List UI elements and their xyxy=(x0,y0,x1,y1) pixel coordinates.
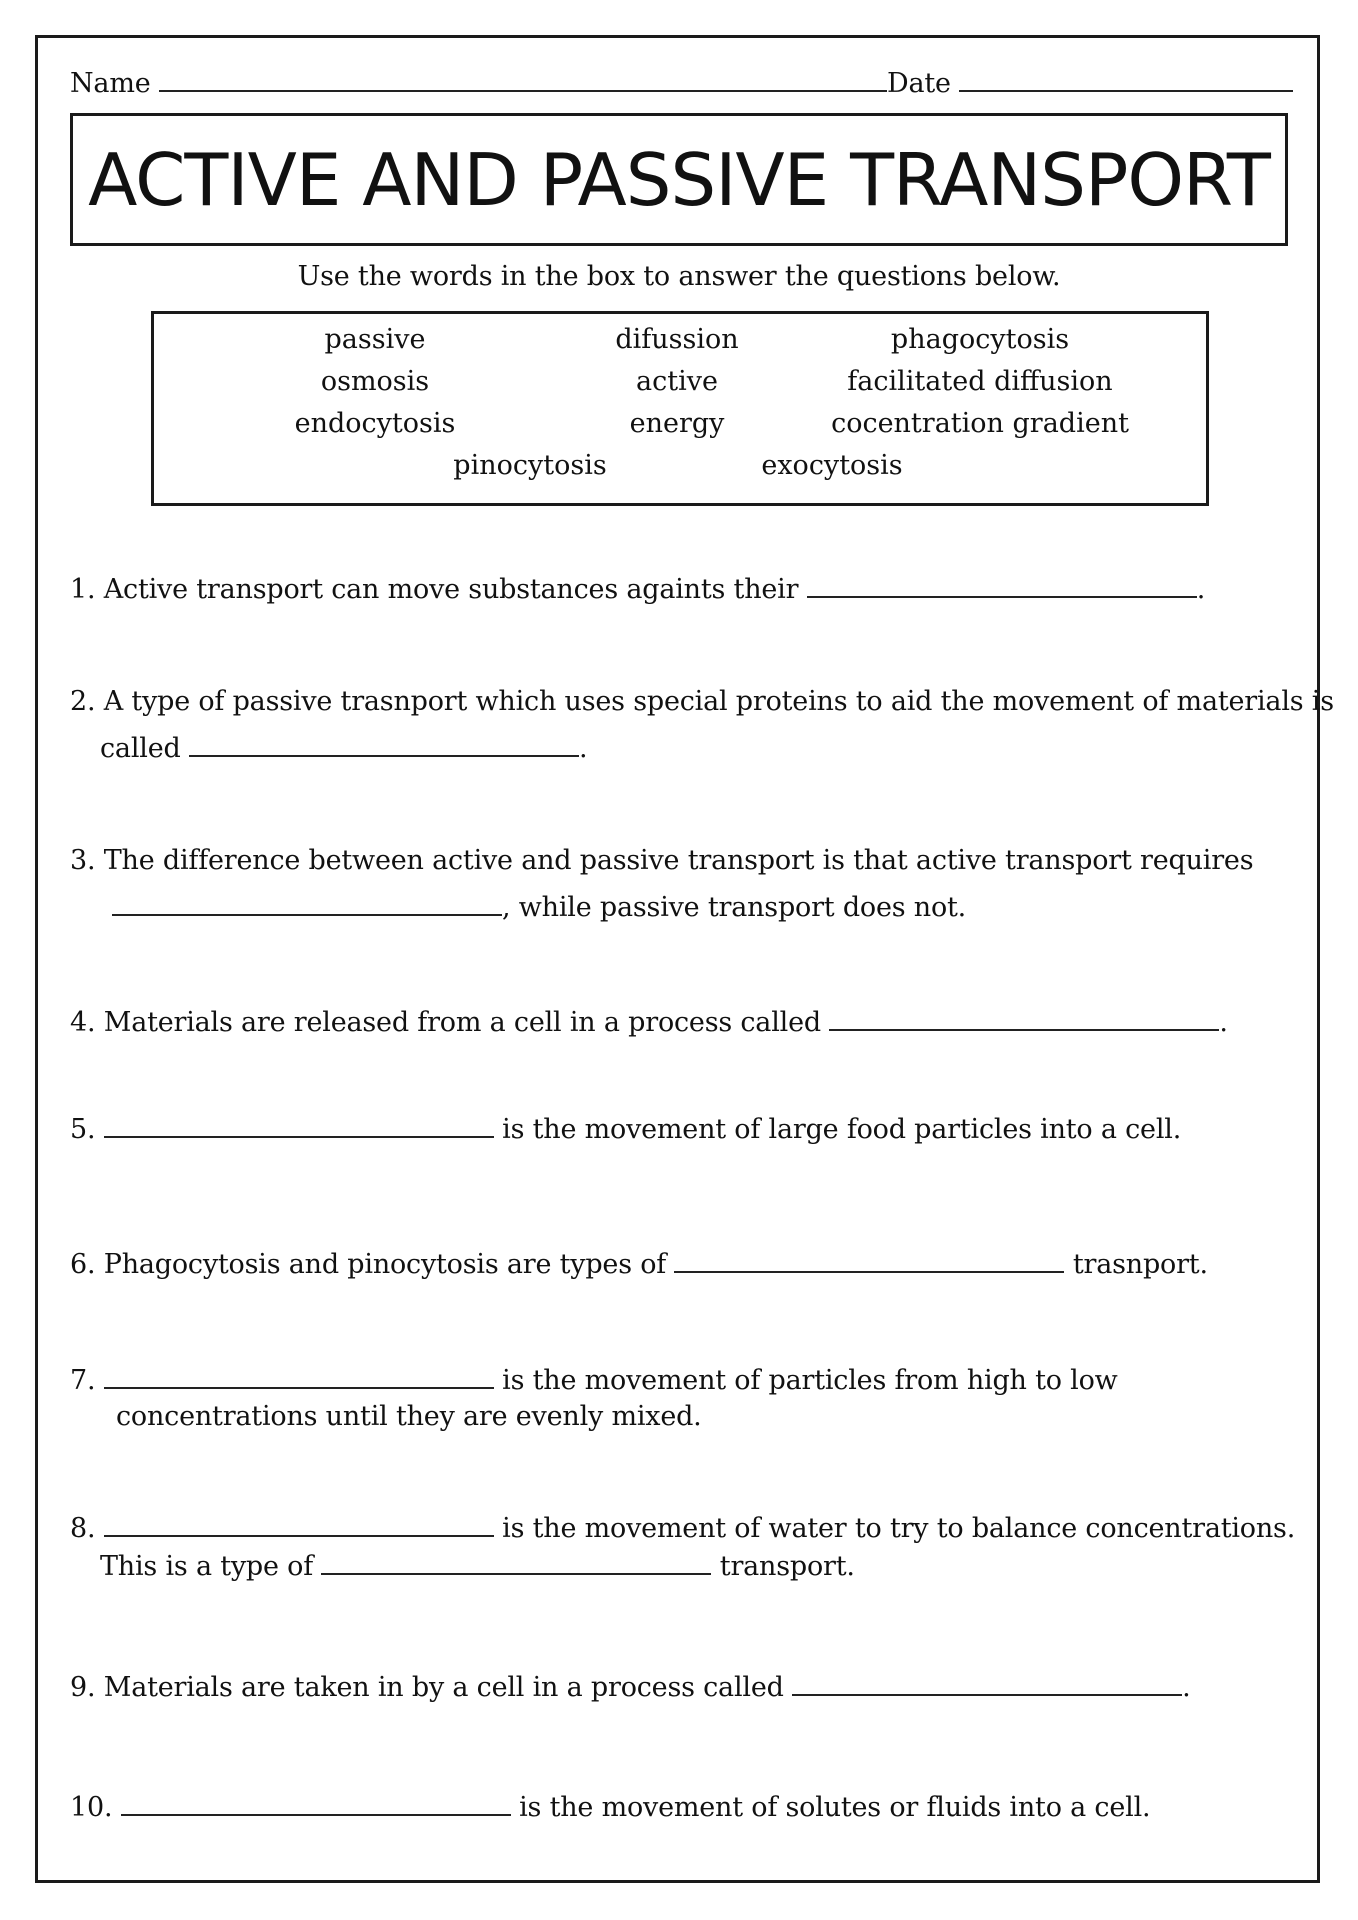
question-text: transport. xyxy=(711,1551,855,1582)
answer-blank[interactable] xyxy=(807,572,1197,598)
question-8-cont xyxy=(100,1549,855,1583)
question-text: 5. xyxy=(70,1114,104,1145)
question-text: . xyxy=(578,733,588,764)
question-text: 9. Materials are taken in by a cell in a process called xyxy=(70,1672,793,1703)
question-1 xyxy=(70,572,1205,606)
word-bank-item: osmosis xyxy=(320,366,430,397)
question-text: is the movement of large food particles into a cell. xyxy=(493,1114,1182,1145)
question-text: 8. xyxy=(70,1513,104,1544)
answer-blank[interactable] xyxy=(112,890,502,916)
question-3-cont xyxy=(112,890,966,924)
question-text: is the movement of particles from high to low xyxy=(493,1365,1118,1396)
answer-blank[interactable] xyxy=(189,731,579,757)
question-text: . xyxy=(1219,1007,1228,1038)
question-4 xyxy=(70,1005,1228,1039)
name-label: Name xyxy=(70,68,151,99)
question-text: 1. Active transport can move substances againts their xyxy=(70,574,807,605)
question-text: , while passive transport does not. xyxy=(502,892,967,923)
word-bank-item: phagocytosis xyxy=(890,324,1070,355)
question-text: trasnport. xyxy=(1064,1249,1208,1280)
question-text: called xyxy=(100,733,189,764)
answer-blank[interactable] xyxy=(104,1112,494,1138)
name-row xyxy=(70,66,887,100)
question-text: 10. xyxy=(70,1792,121,1823)
instructions: Use the words in the box to answer the questions below. xyxy=(297,261,1061,292)
date-label: Date xyxy=(887,68,951,99)
question-text: . xyxy=(1196,574,1206,605)
name-field[interactable] xyxy=(159,66,887,92)
date-row xyxy=(887,66,1293,100)
question-7-cont: concentrations until they are evenly mixed. xyxy=(116,1401,702,1432)
question-2: 2. A type of passive trasnport which uses special proteins to aid the movement of materials is xyxy=(70,686,1334,717)
question-text: This is a type of xyxy=(100,1551,322,1582)
question-8 xyxy=(70,1511,1295,1545)
page-title: ACTIVE AND PASSIVE TRANSPORT xyxy=(88,137,1270,222)
question-3: 3. The difference between active and passive transport is that active transport requires xyxy=(70,845,1254,876)
answer-blank[interactable] xyxy=(104,1511,494,1537)
answer-blank[interactable] xyxy=(104,1363,494,1389)
question-9 xyxy=(70,1670,1190,1704)
question-text: is the movement of solutes or fluids into a cell. xyxy=(510,1792,1151,1823)
question-text: is the movement of water to try to balance concentrations. xyxy=(493,1513,1296,1544)
question-text: . xyxy=(1182,1672,1191,1703)
question-7 xyxy=(70,1363,1118,1397)
title-box xyxy=(70,113,1288,246)
date-field[interactable] xyxy=(959,66,1293,92)
question-5 xyxy=(70,1112,1181,1146)
answer-blank[interactable] xyxy=(829,1005,1219,1031)
question-text: 6. Phagocytosis and pinocytosis are types of xyxy=(70,1249,675,1280)
answer-blank[interactable] xyxy=(792,1670,1182,1696)
word-bank-item: pinocytosis xyxy=(453,450,607,481)
word-bank-item: active xyxy=(636,366,718,397)
question-text: 4. Materials are released from a cell in a process called xyxy=(70,1007,830,1038)
answer-blank[interactable] xyxy=(121,1790,511,1816)
answer-blank[interactable] xyxy=(321,1549,711,1575)
answer-blank[interactable] xyxy=(674,1247,1064,1273)
word-bank-item: passive xyxy=(324,324,426,355)
question-6 xyxy=(70,1247,1208,1281)
word-bank-item: difussion xyxy=(615,324,739,355)
question-10 xyxy=(70,1790,1150,1824)
question-2-cont xyxy=(100,731,587,765)
word-bank-item: cocentration gradient xyxy=(831,408,1129,439)
word-bank-item: facilitated diffusion xyxy=(847,366,1113,397)
word-bank-item: exocytosis xyxy=(761,450,903,481)
word-bank-item: endocytosis xyxy=(294,408,456,439)
word-bank-item: energy xyxy=(629,408,725,439)
question-text: 7. xyxy=(70,1365,104,1396)
